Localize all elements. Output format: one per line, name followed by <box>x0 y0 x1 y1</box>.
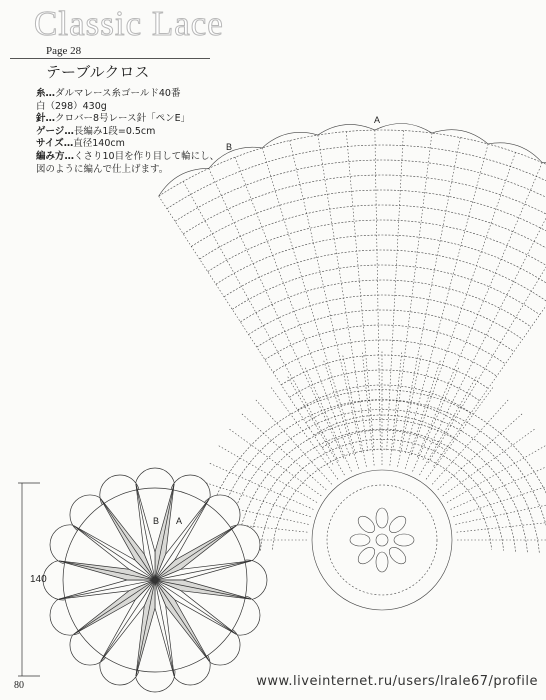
page-reference: Page 28 <box>46 45 82 57</box>
label-b: B <box>226 142 233 152</box>
spec-row: 針…クロバー8号レース針「ペンE」 <box>36 113 191 125</box>
small-label-b: B <box>153 516 160 526</box>
page-number: 80 <box>14 680 24 691</box>
series-title: Classic Lace <box>34 4 224 43</box>
spec-row: 糸…ダルマレース糸ゴールド40番 <box>36 88 181 99</box>
spec-row: サイズ…直径140cm <box>36 138 125 150</box>
dimension-value: 140 <box>30 574 47 585</box>
spec-row: 図のように編んで仕上げます。 <box>36 163 169 175</box>
spec-row: 白（298）430g <box>36 100 107 112</box>
small-label-a: A <box>176 516 183 526</box>
label-a: A <box>374 115 381 125</box>
spec-row: ゲージ…長編み1段=0.5cm <box>36 125 156 137</box>
pattern-title: テーブルクロス <box>46 63 150 81</box>
overview-doily <box>43 468 267 692</box>
watermark: www.liveinternet.ru/users/lrale67/profile <box>256 674 538 689</box>
spec-row: 編み方…くさり10目を作り目して輪にし、 <box>36 150 220 162</box>
